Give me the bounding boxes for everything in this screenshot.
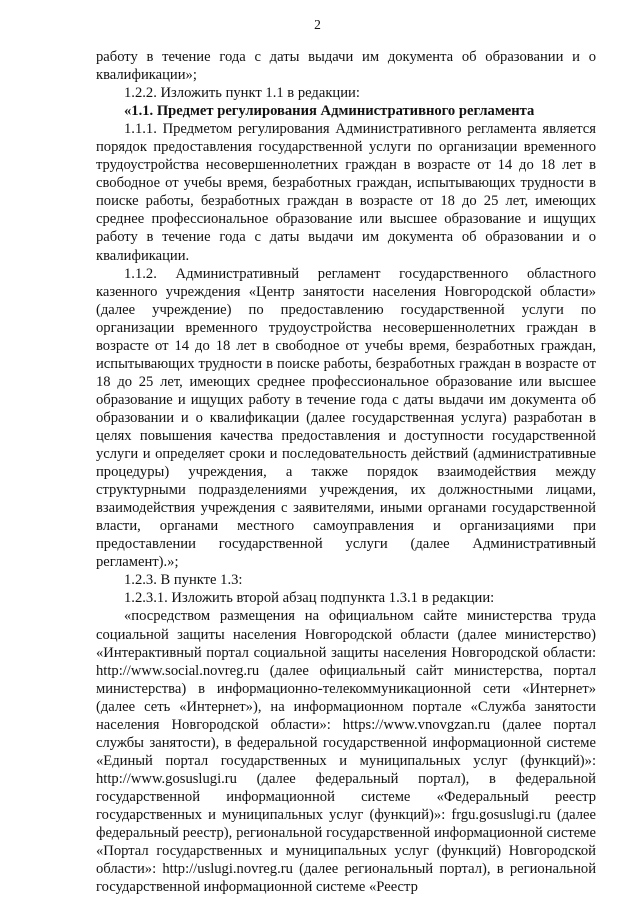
paragraph-clause-1-1-1: 1.1.1. Предметом регулирования Административного регламента является порядок предоставления государственной услуги по организации временного трудоустройства несовершеннолетних граждан в возрасте от 14 до 18 лет в свободное от учебы время, безработных граждан, испытывающих трудности в поиске работы, безработных граждан в возрасте от 18 до 25 лет, имеющих среднее профессиональное образование или высшее образование и ищущих работу в течение года с даты выдачи им документа об образовании и о квалификации. [96,121,596,264]
document-body [96,48,596,896]
page-number: 2 [314,17,321,32]
paragraph-clause-1-2-3-1: 1.2.3.1. Изложить второй абзац подпункта 1.3.1 в редакции: [124,590,495,607]
paragraph-quoted-text: «посредством размещения на официальном сайте министерства труда социальной защиты населения Новгородской области (далее министерство) «Интерактивный портал социальной защиты населения Новгородской области: http://www.social.novreg.ru (далее официальный сайт министерства, портал министерства) в информационно-телекоммуникационной сети «Интернет» (далее сеть «Интернет»), на информационном портале «Служба занятости населения Новгородской области»: https://www.vnovgzan.ru (далее портал службы занятости), в федеральной государственной информационной системе «Единый портал государственных и муниципальных услуг (функций)»: http://www.gosuslugi.ru (далее федеральный портал), в федеральной государственной информационной системе «Федеральный реестр государственных и муниципальных услуг (функций)»: frgu.gosuslugi.ru (далее федеральный реестр), региональной государственной информационной системе «Портал государственных и муниципальных услуг (функций) Новгородской области»: http://uslugi.novreg.ru (далее региональный портал), в региональной государственной информационной системе «Реестр [96,608,596,896]
paragraph-clause-1-2-2: 1.2.2. Изложить пункт 1.1 в редакции: [124,85,360,102]
paragraph-clause-1-2-3: 1.2.3. В пункте 1.3: [124,572,243,589]
section-heading: «1.1. Предмет регулирования Административного регламента [124,103,535,120]
paragraph-clause-1-1-2: 1.1.2. Административный регламент государственного областного казенного учреждения «Центр занятости населения Новгородской области» (далее учреждение) по предоставлению государственной услуги по организации временного трудоустройства несовершеннолетних граждан в возрасте от 14 до 18 лет в свободное от учебы время, безработных граждан, испытывающих трудности в поиске работы, безработных граждан в возрасте от 18 до 25 лет, имеющих среднее профессиональное образование или высшее образование и ищущих работу в течение года с даты выдачи им документа об образовании и о квалификации (далее государственная услуга) разработан в целях повышения качества предоставления и доступности государственной услуги и определяет сроки и последовательность действий (административные процедуры) учреждения, а также порядок взаимодействия между структурными подразделениями учреждения, их должностными лицами, взаимодействия учреждения с заявителями, иными органами государственной власти, органами местного самоуправления и организациями при предоставлении государственной услуги (далее Административный регламент).»; [96,265,596,571]
paragraph-continuation: работу в течение года с даты выдачи им документа об образовании и о квалификации»; [96,49,596,84]
